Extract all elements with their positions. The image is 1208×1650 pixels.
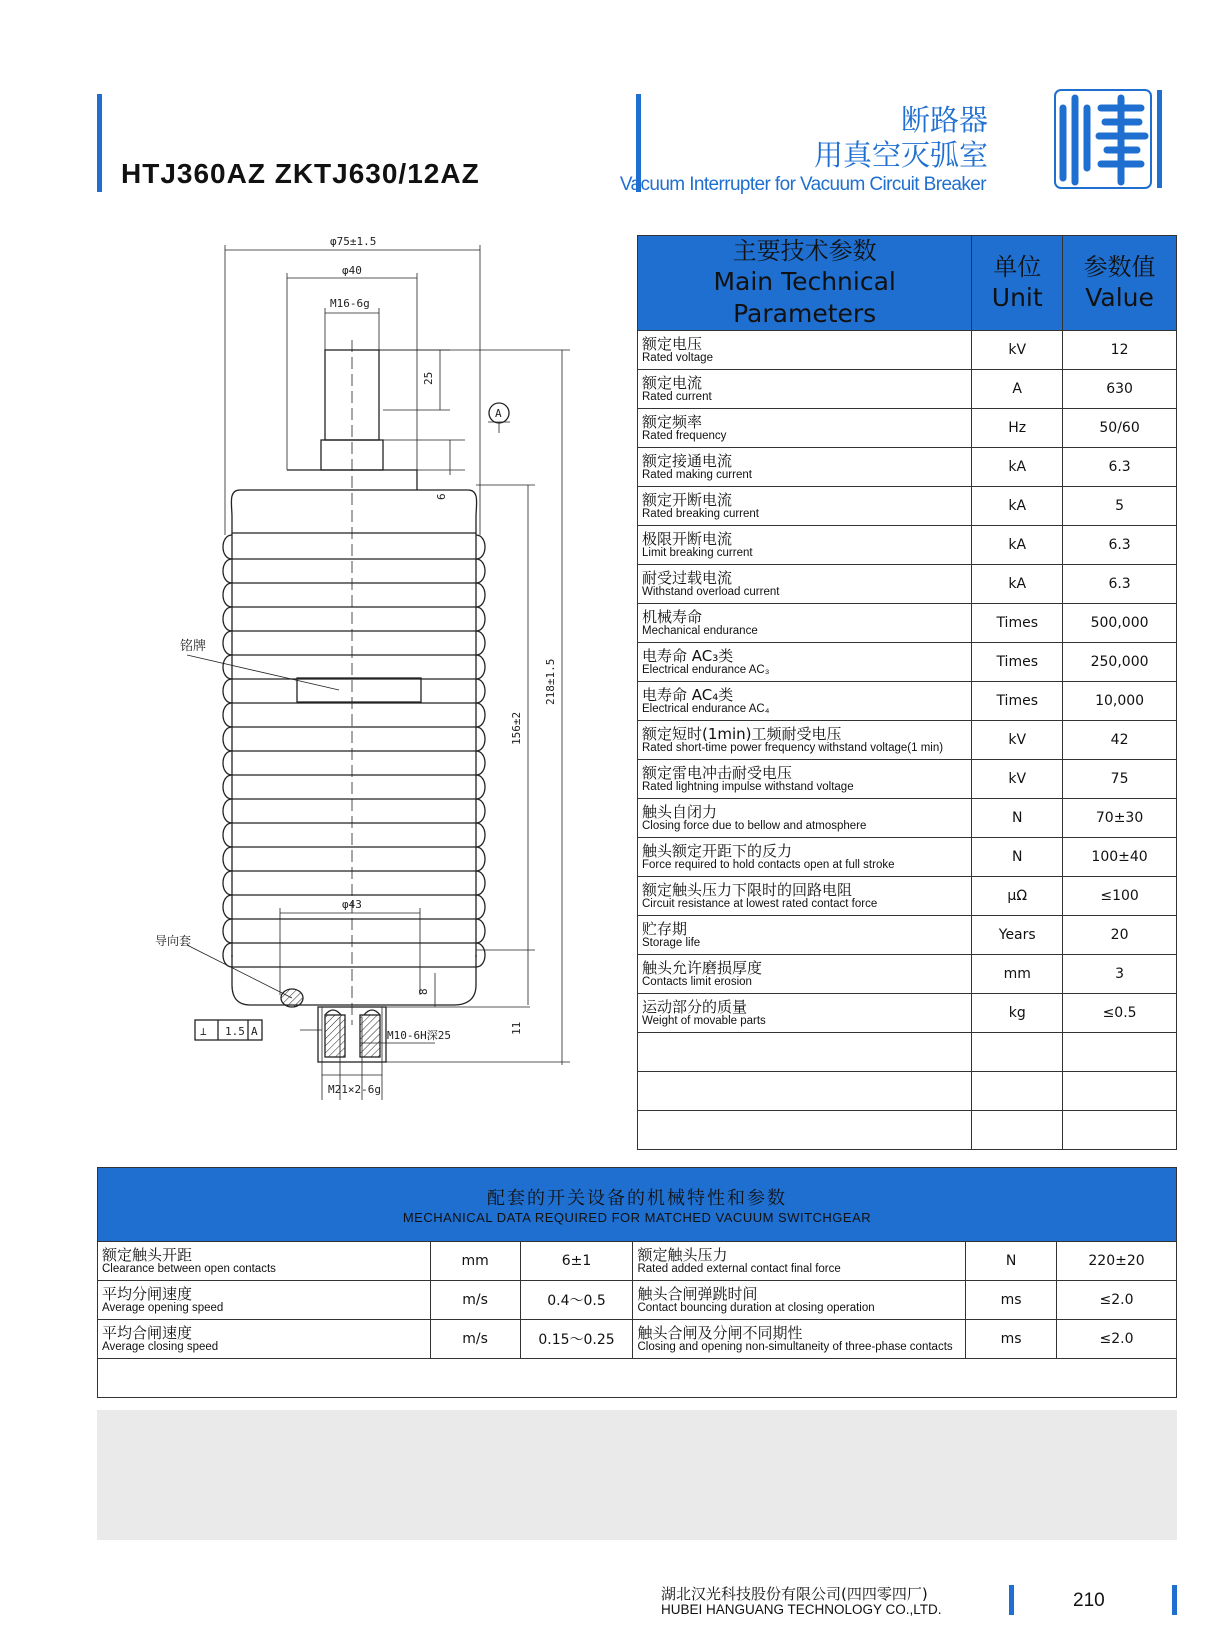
mech-row bbox=[98, 1242, 1177, 1281]
param-name-cn: 触头额定开距下的反力 bbox=[642, 841, 793, 860]
param-name-en: Rated short-time power frequency withstand voltage(1 min) bbox=[642, 741, 944, 754]
mech-value: 0.15～0.25 bbox=[520, 1320, 633, 1359]
param-name-cn: 额定开断电流 bbox=[642, 490, 733, 509]
param-name-cn: 耐受过载电流 bbox=[642, 568, 733, 587]
bellows-rib bbox=[223, 559, 485, 583]
mech-name bbox=[633, 1242, 966, 1281]
param-unit: mm bbox=[972, 955, 1063, 994]
param-value: 500,000 bbox=[1063, 604, 1177, 643]
param-name-en: Rated making current bbox=[642, 468, 752, 481]
mech-unit: m/s bbox=[430, 1320, 520, 1359]
param-value: 5 bbox=[1063, 487, 1177, 526]
param-name-cn: 额定频率 bbox=[642, 412, 703, 431]
mechanical-table bbox=[97, 1167, 1177, 1398]
datum-a: A bbox=[495, 407, 502, 420]
param-name-cn: 机械寿命 bbox=[642, 607, 703, 626]
model-title: HTJ360AZ ZKTJ630/12AZ bbox=[121, 158, 480, 189]
param-value: 50/60 bbox=[1063, 409, 1177, 448]
param-name-en: Rated lightning impulse withstand voltage bbox=[642, 780, 854, 793]
gray-panel bbox=[97, 1410, 1177, 1540]
param-value: 20 bbox=[1063, 916, 1177, 955]
mech-value: 0.4～0.5 bbox=[520, 1281, 633, 1320]
dim-25: 25 bbox=[422, 371, 435, 385]
title-cn-line2: 用真空灭弧室 bbox=[813, 138, 988, 172]
header-left-bar bbox=[97, 94, 102, 192]
parameter-row bbox=[638, 370, 1177, 409]
mech-value: 220±20 bbox=[1057, 1242, 1177, 1281]
mech-name bbox=[98, 1281, 431, 1320]
bellows-rib bbox=[223, 607, 485, 631]
dim-8: 8 bbox=[417, 988, 430, 995]
param-name-en: Storage life bbox=[642, 936, 701, 949]
bellows-rib bbox=[223, 679, 485, 703]
param-name-en: Contacts limit erosion bbox=[642, 975, 752, 988]
label-guide: 导向套 bbox=[155, 934, 192, 948]
param-name bbox=[638, 331, 972, 370]
footer-bar-right bbox=[1172, 1585, 1177, 1615]
mech-name-en: Rated added external contact final force bbox=[637, 1262, 841, 1275]
dim-156: 156±2 bbox=[510, 711, 523, 745]
param-name bbox=[638, 448, 972, 487]
dim-outer-dia: φ75±1.5 bbox=[330, 235, 377, 248]
empty-cell bbox=[1063, 1111, 1177, 1150]
parameter-row bbox=[638, 331, 1177, 370]
bellows-rib bbox=[223, 655, 485, 679]
mech-name bbox=[98, 1242, 431, 1281]
param-name bbox=[638, 799, 972, 838]
parameter-row bbox=[638, 682, 1177, 721]
param-name-cn: 额定接通电流 bbox=[642, 451, 733, 470]
param-value: 6.3 bbox=[1063, 448, 1177, 487]
label-nameplate: 铭牌 bbox=[180, 639, 207, 654]
param-value: 10,000 bbox=[1063, 682, 1177, 721]
param-name-cn: 运动部分的质量 bbox=[642, 997, 748, 1016]
param-value: 12 bbox=[1063, 331, 1177, 370]
param-unit: Times bbox=[972, 604, 1063, 643]
param-name-en: Closing force due to bellow and atmosphere bbox=[642, 819, 867, 832]
param-unit: kV bbox=[972, 760, 1063, 799]
param-name-en: Rated current bbox=[642, 390, 712, 403]
param-value: 6.3 bbox=[1063, 565, 1177, 604]
parameter-empty-row bbox=[638, 1033, 1177, 1072]
mech-name bbox=[633, 1320, 966, 1359]
parameter-table bbox=[637, 235, 1177, 1150]
param-name-cn: 额定电压 bbox=[642, 334, 703, 353]
bellows-rib bbox=[223, 847, 485, 871]
mech-value: 6±1 bbox=[520, 1242, 633, 1281]
mech-name bbox=[633, 1281, 966, 1320]
param-value: 75 bbox=[1063, 760, 1177, 799]
mech-name-en: Contact bouncing duration at closing operation bbox=[637, 1301, 875, 1314]
param-name-en: Force required to hold contacts open at full stroke bbox=[642, 858, 895, 871]
param-unit: A bbox=[972, 370, 1063, 409]
mech-name-cn: 触头合闸及分闸不同期性 bbox=[637, 1323, 803, 1342]
header-value bbox=[1063, 236, 1177, 331]
mech-header-en: MECHANICAL DATA REQUIRED FOR MATCHED VACUUM SWITCHGEAR bbox=[402, 1210, 872, 1225]
param-name-cn: 贮存期 bbox=[642, 919, 688, 938]
parameter-empty-row bbox=[638, 1072, 1177, 1111]
mech-name-en: Closing and opening non-simultaneity of three-phase contacts bbox=[637, 1340, 953, 1353]
param-unit: kA bbox=[972, 565, 1063, 604]
header-parameter-cn: 主要技术参数 bbox=[732, 237, 877, 265]
title-en: Vacuum Interrupter for Vacuum Circuit Breaker bbox=[619, 174, 986, 195]
parameter-row bbox=[638, 526, 1177, 565]
param-name bbox=[638, 877, 972, 916]
mech-name bbox=[98, 1320, 431, 1359]
parameter-table-header bbox=[638, 236, 1177, 331]
param-name-en: Withstand overload current bbox=[642, 585, 780, 598]
param-name bbox=[638, 721, 972, 760]
dim-m10: M10-6H深25 bbox=[387, 1029, 451, 1042]
empty-cell bbox=[972, 1033, 1063, 1072]
mech-unit: N bbox=[966, 1242, 1057, 1281]
param-unit: kA bbox=[972, 526, 1063, 565]
bellows-rib bbox=[223, 631, 485, 655]
param-unit: kA bbox=[972, 448, 1063, 487]
param-name bbox=[638, 760, 972, 799]
param-name bbox=[638, 409, 972, 448]
hanguang-logo-icon bbox=[1053, 88, 1163, 193]
mech-unit: ms bbox=[966, 1281, 1057, 1320]
param-name bbox=[638, 682, 972, 721]
header-parameter-en: Main Technical Parameters bbox=[713, 267, 896, 328]
tol-val: 1.5 bbox=[225, 1025, 245, 1038]
param-name-en: Electrical endurance AC₃ bbox=[642, 663, 770, 676]
param-name bbox=[638, 994, 972, 1033]
param-value: 42 bbox=[1063, 721, 1177, 760]
parameter-row bbox=[638, 721, 1177, 760]
header-value-en: Value bbox=[1085, 283, 1154, 312]
param-name-en: Mechanical endurance bbox=[642, 624, 758, 637]
param-name bbox=[638, 370, 972, 409]
dim-top-dia: φ40 bbox=[342, 264, 362, 277]
mech-value: ≤2.0 bbox=[1057, 1320, 1177, 1359]
dim-11: 11 bbox=[510, 1021, 523, 1035]
param-unit: Years bbox=[972, 916, 1063, 955]
tol-ref: A bbox=[251, 1025, 258, 1038]
technical-drawing bbox=[150, 235, 620, 1145]
empty-cell bbox=[638, 1072, 972, 1111]
parameter-row bbox=[638, 448, 1177, 487]
param-value: 250,000 bbox=[1063, 643, 1177, 682]
bellows-rib bbox=[223, 823, 485, 847]
bellows-rib bbox=[223, 943, 485, 967]
mech-name-cn: 额定触头压力 bbox=[637, 1245, 728, 1264]
param-name-cn: 额定雷电冲击耐受电压 bbox=[642, 763, 793, 782]
param-name-cn: 触头自闭力 bbox=[642, 802, 718, 821]
parameter-row bbox=[638, 760, 1177, 799]
param-name-en: Rated frequency bbox=[642, 429, 727, 442]
param-name-cn: 额定触头压力下限时的回路电阻 bbox=[642, 880, 853, 899]
mech-name-cn: 平均分闸速度 bbox=[102, 1284, 193, 1303]
param-unit: Times bbox=[972, 643, 1063, 682]
parameter-row bbox=[638, 838, 1177, 877]
param-name bbox=[638, 526, 972, 565]
header-unit-cn: 单位 bbox=[993, 253, 1042, 281]
param-name-cn: 额定电流 bbox=[642, 373, 703, 392]
param-value: ≤0.5 bbox=[1063, 994, 1177, 1033]
parameter-row bbox=[638, 409, 1177, 448]
param-unit: N bbox=[972, 838, 1063, 877]
dim-6: 6 bbox=[435, 493, 448, 500]
header-unit bbox=[972, 236, 1063, 331]
tol-perp: ⊥ bbox=[200, 1025, 207, 1038]
bellows-rib bbox=[223, 919, 485, 943]
bellows-rib bbox=[223, 775, 485, 799]
parameter-row bbox=[638, 955, 1177, 994]
param-unit: μΩ bbox=[972, 877, 1063, 916]
parameter-row bbox=[638, 916, 1177, 955]
dim-218: 218±1.5 bbox=[544, 658, 557, 705]
bellows-rib bbox=[223, 703, 485, 727]
param-name-cn: 极限开断电流 bbox=[642, 529, 733, 548]
empty-cell bbox=[638, 1111, 972, 1150]
dim-thread-top: M16-6g bbox=[330, 297, 370, 310]
bellows-rib bbox=[223, 583, 485, 607]
param-unit: Times bbox=[972, 682, 1063, 721]
mech-unit: ms bbox=[966, 1320, 1057, 1359]
bellows-rib bbox=[223, 871, 485, 895]
footer-company-en: HUBEI HANGUANG TECHNOLOGY CO.,LTD. bbox=[661, 1602, 942, 1617]
parameter-row bbox=[638, 643, 1177, 682]
empty-cell bbox=[972, 1111, 1063, 1150]
parameter-row bbox=[638, 877, 1177, 916]
mech-value: ≤2.0 bbox=[1057, 1281, 1177, 1320]
footer-bar-left bbox=[1009, 1585, 1014, 1615]
mech-empty-row bbox=[98, 1359, 1177, 1398]
param-name bbox=[638, 487, 972, 526]
param-unit: kA bbox=[972, 487, 1063, 526]
param-name bbox=[638, 916, 972, 955]
param-name bbox=[638, 604, 972, 643]
header-unit-en: Unit bbox=[991, 283, 1043, 312]
bellows-rib bbox=[223, 727, 485, 751]
param-name-cn: 电寿命 AC₃类 bbox=[642, 646, 734, 665]
param-value: 3 bbox=[1063, 955, 1177, 994]
mech-name-cn: 额定触头开距 bbox=[102, 1245, 193, 1264]
param-value: 630 bbox=[1063, 370, 1177, 409]
param-unit: N bbox=[972, 799, 1063, 838]
empty-cell bbox=[1063, 1033, 1177, 1072]
bellows-rib bbox=[223, 799, 485, 823]
dim-43: φ43 bbox=[342, 898, 362, 911]
mech-row bbox=[98, 1281, 1177, 1320]
param-name-en: Circuit resistance at lowest rated contact force bbox=[642, 897, 878, 910]
param-name-en: Rated voltage bbox=[642, 351, 713, 364]
empty-cell bbox=[972, 1072, 1063, 1111]
mech-header-cn: 配套的开关设备的机械特性和参数 bbox=[487, 1188, 787, 1209]
parameter-empty-row bbox=[638, 1111, 1177, 1150]
param-value: 70±30 bbox=[1063, 799, 1177, 838]
mechanical-table-header bbox=[98, 1168, 1177, 1242]
param-unit: kV bbox=[972, 721, 1063, 760]
param-name-cn: 电寿命 AC₄类 bbox=[642, 685, 734, 704]
mech-name-en: Average closing speed bbox=[102, 1340, 219, 1353]
parameter-row bbox=[638, 565, 1177, 604]
param-value: 6.3 bbox=[1063, 526, 1177, 565]
parameter-row bbox=[638, 994, 1177, 1033]
mech-row bbox=[98, 1320, 1177, 1359]
param-unit: kg bbox=[972, 994, 1063, 1033]
header-value-cn: 参数值 bbox=[1083, 253, 1156, 281]
parameter-row bbox=[638, 799, 1177, 838]
param-unit: kV bbox=[972, 331, 1063, 370]
param-value: 100±40 bbox=[1063, 838, 1177, 877]
param-name-en: Weight of movable parts bbox=[642, 1014, 766, 1027]
empty-cell bbox=[638, 1033, 972, 1072]
param-name-en: Electrical endurance AC₄ bbox=[642, 702, 770, 715]
dim-m21: M21×2-6g bbox=[328, 1083, 381, 1096]
param-name-en: Limit breaking current bbox=[642, 546, 753, 559]
mech-name-en: Average opening speed bbox=[102, 1301, 224, 1314]
header-parameter bbox=[638, 236, 972, 331]
param-name-cn: 触头允许磨损厚度 bbox=[642, 958, 763, 977]
parameter-row bbox=[638, 487, 1177, 526]
param-unit: Hz bbox=[972, 409, 1063, 448]
param-name bbox=[638, 643, 972, 682]
mech-name-cn: 平均合闸速度 bbox=[102, 1323, 193, 1342]
param-name bbox=[638, 565, 972, 604]
mech-unit: mm bbox=[430, 1242, 520, 1281]
param-name-cn: 额定短时(1min)工频耐受电压 bbox=[642, 724, 842, 743]
param-value: ≤100 bbox=[1063, 877, 1177, 916]
bellows-rib bbox=[223, 751, 485, 775]
title-cn-line1: 断路器 bbox=[900, 103, 988, 137]
param-name-en: Rated breaking current bbox=[642, 507, 759, 520]
mech-unit: m/s bbox=[430, 1281, 520, 1320]
mech-name-cn: 触头合闸弹跳时间 bbox=[637, 1284, 758, 1303]
param-name bbox=[638, 838, 972, 877]
empty-cell bbox=[1063, 1072, 1177, 1111]
param-name bbox=[638, 955, 972, 994]
footer-company-cn: 湖北汉光科技股份有限公司(四四零四厂) bbox=[661, 1585, 928, 1603]
parameter-row bbox=[638, 604, 1177, 643]
mech-name-en: Clearance between open contacts bbox=[102, 1262, 276, 1275]
page-number: 210 bbox=[1073, 1590, 1105, 1611]
bellows-rib bbox=[223, 535, 485, 559]
